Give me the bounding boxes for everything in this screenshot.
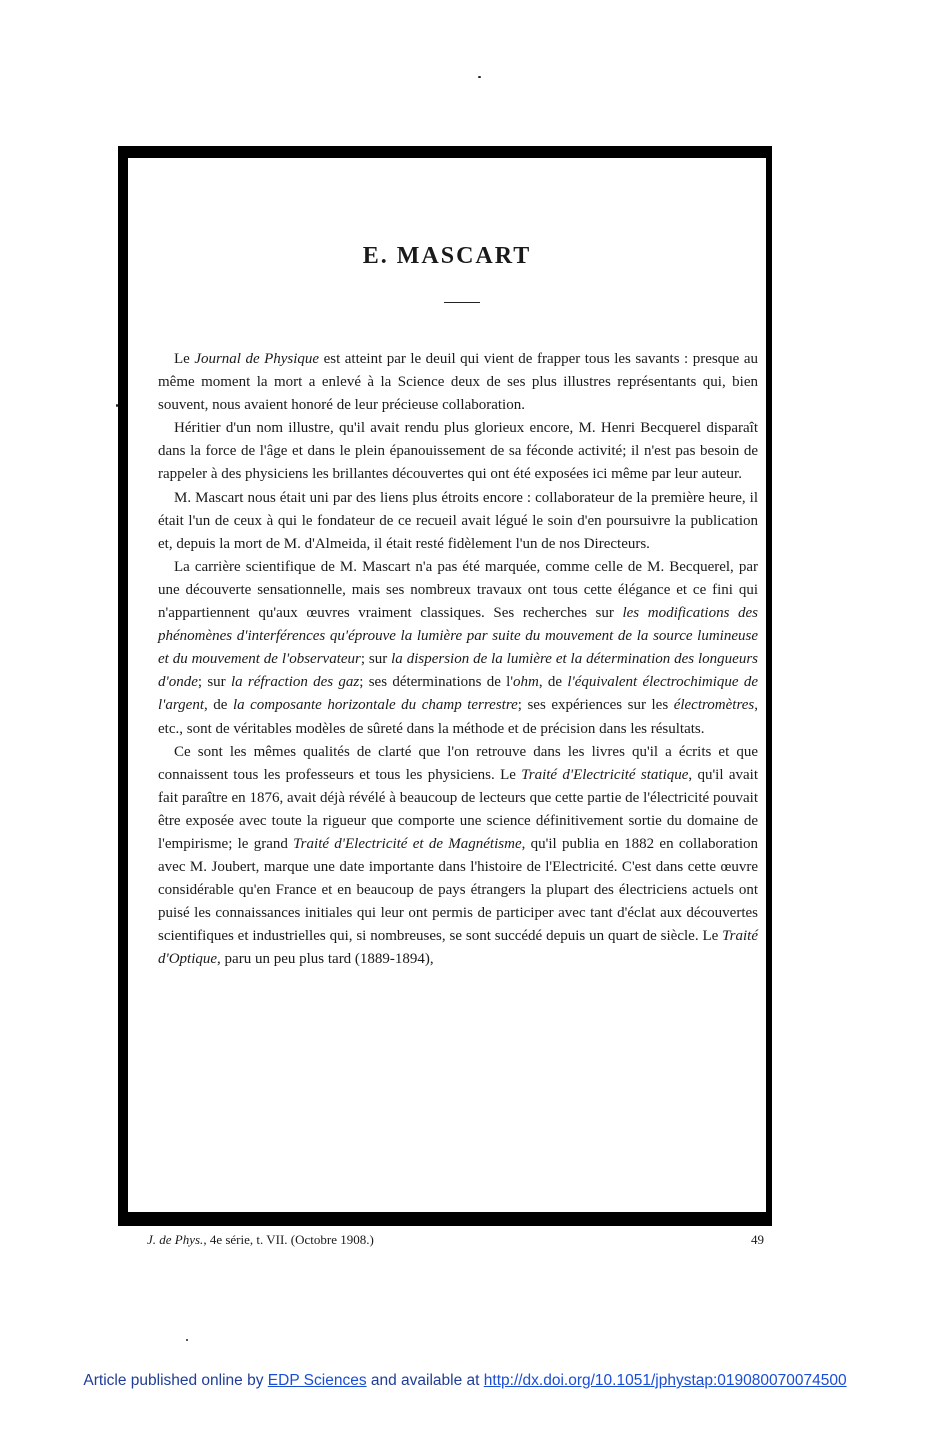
italic-text-run: Journal de Physique: [194, 351, 320, 367]
text-run: , paru un peu plus tard (1889-1894),: [217, 951, 434, 968]
text-run: ; ses déterminations de l': [359, 674, 514, 691]
publisher-prefix: Article published online by: [83, 1372, 268, 1389]
text-run: est atteint par le deuil qui vient de frapper tous les savants : presque au même moment la mort a enlevé à la Science deux de ses plus illustres représentants qui, bien souvent, nous avaient honoré de leur précieuse collaboration.: [158, 351, 758, 414]
text-run: ; ses expériences sur les: [517, 697, 674, 714]
publisher-middle: and available at: [366, 1372, 484, 1389]
text-run: M. Mascart nous était uni par des liens plus étroits encore : collaborateur de la première heure, il était l'un de ceux à qui le fondateur de ce recueil avait légué le soin d'en poursuivre la publication et, depuis la mort de M. d'Almeida, il était resté fidèlement l'un de nos Directeurs.: [158, 489, 758, 552]
italic-text-run: ohm: [513, 674, 539, 691]
page-number: 49: [751, 1232, 764, 1247]
text-run: ; sur: [197, 674, 231, 691]
italic-text-run: électromètres: [673, 697, 755, 714]
italic-text-run: les modifications des phénomènes d'interférences qu'éprouve la lumière par suite du mouvement de la source lumineuse et du mouvement de l'observateur: [158, 605, 759, 668]
doi-link[interactable]: http://dx.doi.org/10.1051/jphystap:019080070074500: [483, 1372, 847, 1389]
italic-text-run: Traité d'Electricité statique: [521, 766, 689, 783]
publisher-link[interactable]: EDP Sciences: [267, 1372, 367, 1389]
italic-text-run: la réfraction des gaz: [230, 674, 360, 691]
page-footer: [147, 1232, 764, 1248]
article-paragraph: [158, 487, 758, 556]
text-run: Héritier d'un nom illustre, qu'il avait rendu plus glorieux encore, M. Henri Becquerel disparaît dans la force de l'âge et dans le plein épanouissement de sa féconde activité; il n'est pas besoin de rappeler à des physiciens les brillantes découvertes qui ont été exposées ici même par leur auteur.: [158, 420, 758, 483]
text-run: Le: [174, 351, 195, 367]
text-run: , de: [203, 697, 233, 714]
scan-speck: [478, 76, 481, 78]
text-run: , etc., sont de véritables modèles de sûreté dans la méthode et de précision dans les résultats.: [158, 697, 758, 737]
italic-text-run: Traité d'Optique: [158, 928, 758, 968]
title-rule: [444, 302, 480, 303]
article-paragraph: [158, 348, 758, 417]
text-run: Ce sont les mêmes qualités de clarté que l'on retrouve dans les livres qu'il a écrits et que connaissent tous les professeurs et tous les physiciens. Le: [158, 743, 758, 783]
article-title: E. MASCART: [362, 243, 532, 269]
scan-speck: [186, 1339, 188, 1341]
journal-citation: [147, 1232, 374, 1248]
text-run: , qu'il avait fait paraître en 1876, avait déjà révélé à beaucoup de lecteurs que cette partie de l'électricité pouvait être exposée avec toute la rigueur que comporte une science définitivement sortie du domaine de l'empirisme; le grand: [158, 766, 758, 852]
journal-abbrev: J. de Phys.: [147, 1232, 204, 1247]
text-run: La carrière scientifique de M. Mascart n'a pas été marquée, comme celle de M. Becquerel, par une découverte sensationnelle, mais ses nombreux travaux ont tous cette élégance et ce fini qui n'appartiennent qu'aux œuvres vraiment classiques. Ses recherches sur: [158, 558, 758, 622]
text-run: , qu'il publia en 1882 en collaboration avec M. Joubert, marque une date importante dans l'histoire de l'Electricité. C'est dans cette œuvre considérable qu'en France et en beaucoup de pays étrangers la plupart des électriciens actuels ont puisé les connaissances initiales qui leur ont permis de participer avec tant d'éclat aux découvertes scientifiques et industrielles qui, si nombreuses, se sont succédé depuis un quart de siècle. Le: [158, 835, 759, 945]
journal-issue: , 4e série, t. VII. (Octobre 1908.): [203, 1232, 374, 1247]
article-paragraph: [158, 741, 758, 972]
text-run: ; sur: [360, 651, 392, 668]
italic-text-run: la composante horizontale du champ terrestre: [232, 697, 518, 714]
article-body: [158, 348, 758, 972]
italic-text-run: la dispersion de la lumière et la détermination des longueurs d'onde: [158, 651, 759, 691]
text-run: , de: [538, 674, 568, 691]
article-paragraph: [158, 417, 758, 486]
publisher-line: [0, 1372, 930, 1390]
italic-text-run: l'équivalent électrochimique de l'argent: [158, 674, 758, 714]
article-paragraph: [158, 556, 758, 741]
italic-text-run: Traité d'Electricité et de Magnétisme: [293, 835, 522, 852]
mourning-border-frame: [118, 146, 772, 1226]
